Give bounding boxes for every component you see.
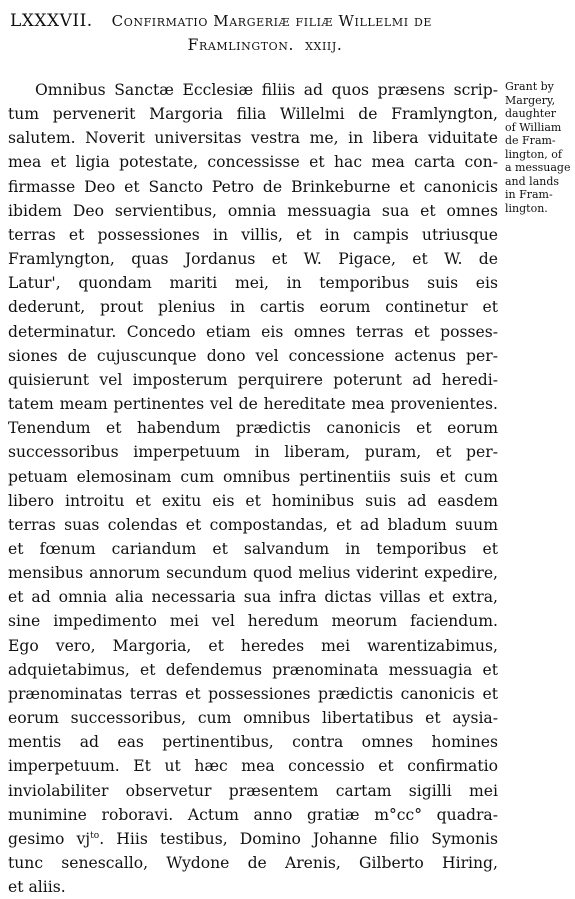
text-line: et ad omnia alia necessaria sua infra dictas villas et extra, bbox=[8, 588, 498, 607]
marginal-note-line: lington. bbox=[505, 201, 548, 215]
marginal-note-line: and lands bbox=[505, 174, 560, 188]
charter-text bbox=[8, 78, 498, 899]
text-line: mensibus annorum secundum quod melius viderint expedire, bbox=[8, 564, 498, 583]
text-line: et aliis. bbox=[8, 878, 66, 897]
text-line: ibidem Deo servientibus, omnia messuagia sua et omnes bbox=[8, 201, 498, 220]
text-line: prænominatas terras et possessiones prædictis canonicis et bbox=[8, 684, 498, 703]
marginal-note-line: de Fram- bbox=[505, 134, 556, 147]
marginal-note-line: daughter bbox=[505, 107, 556, 120]
marginal-note-line: in Fram- bbox=[505, 188, 553, 201]
text-line: Omnibus Sanctæ Ecclesiæ filiis ad quos præsens scrip- bbox=[35, 81, 498, 99]
text-line: et fœnum cariandum et salvandum in temporibus et bbox=[8, 539, 498, 558]
text-line: Tenendum et habendum prædictis canonicis et eorum bbox=[8, 419, 498, 438]
text-line: libero introitu et exitu eis et hominibus suis ad easdem bbox=[8, 491, 498, 510]
charter-number: LXXXVII. bbox=[10, 11, 93, 31]
text-line: tum pervenerit Margoria filia Willelmi de Framlyngton, bbox=[8, 105, 498, 124]
text-line: Ego vero, Margoria, et heredes mei warentizabimus, bbox=[8, 636, 498, 655]
text-line: gesimo $vj^{to}$. Hiis testibus, Domino Johanne filio Symonis bbox=[8, 829, 498, 848]
text-line: tatem meam pertinentes vel de hereditate mea provenientes. bbox=[8, 395, 498, 414]
text-line: determinatur. Concedo etiam eis omnes terras et posses- bbox=[8, 322, 498, 341]
text-line: munimine roboravi. Actum anno gratiæ m°cc° quadra- bbox=[8, 805, 498, 824]
marginal-note-line: a messuage bbox=[505, 161, 571, 174]
text-line: siones de cujuscunque dono vel concessione actenus per- bbox=[8, 346, 498, 365]
text-line: Latur', quondam mariti mei, in temporibus suis eis bbox=[8, 274, 498, 293]
marginal-note-line: of William bbox=[505, 120, 562, 134]
text-line: terras et possessiones in villis, et in campis utriusque bbox=[8, 225, 498, 244]
text-line: successoribus imperpetuum in liberam, puram, et per- bbox=[8, 443, 498, 462]
charter-folio: xxiij. bbox=[305, 36, 343, 54]
marginal-note-line: Grant by bbox=[505, 80, 554, 93]
marginal-note-line: lington, of bbox=[505, 147, 562, 161]
text-line: adquietabimus, et defendemus prænominata messuagia et bbox=[8, 660, 498, 679]
charter-title-line2 bbox=[10, 33, 500, 57]
text-line: petuam elemosinam cum omnibus pertinentiis suis et cum bbox=[8, 467, 498, 486]
text-line: firmasse Deo et Sancto Petro de Brinkeburne et canonicis bbox=[8, 177, 498, 196]
text-line: inviolabiliter observetur præsentem cartam sigilli mei bbox=[8, 781, 498, 800]
text-line: tunc senescallo, Wydone de Arenis, Gilberto Hiring, bbox=[8, 854, 498, 872]
text-line: mea et ligia potestate, concessisse et hac mea carta con- bbox=[8, 153, 498, 172]
text-line: imperpetuum. Et ut hæc mea concessio et confirmatio bbox=[8, 757, 498, 776]
text-line: quisierunt vel imposterum perquirere poterunt ad heredi- bbox=[8, 370, 498, 389]
marginal-summary bbox=[505, 80, 575, 215]
text-line: mentis ad eas pertinentibus, contra omnes homines bbox=[8, 733, 498, 752]
marginal-note-line: Margery, bbox=[505, 93, 556, 107]
charter-title-place: Framlington. bbox=[187, 36, 295, 54]
superscript: to bbox=[90, 830, 100, 841]
text-line: sine impedimento mei vel heredum meorum faciendum. bbox=[8, 612, 498, 631]
text-line: terras suas colendas et compostandas, et ad bladum suum bbox=[8, 515, 498, 534]
text-line: eorum successoribus, cum omnibus libertatibus et aysia- bbox=[8, 709, 498, 728]
text-line: salutem. Noverit universitas vestra me, in libera viduitate bbox=[8, 129, 498, 148]
text-line: Framlyngton, quas Jordanus et W. Pigace, et W. de bbox=[8, 250, 498, 269]
charter-title: Confirmatio Margeriæ filiæ Willelmi de bbox=[111, 12, 433, 30]
text-line: dederunt, prout plenius in cartis eorum continetur et bbox=[8, 298, 498, 317]
charter-heading bbox=[10, 9, 500, 57]
